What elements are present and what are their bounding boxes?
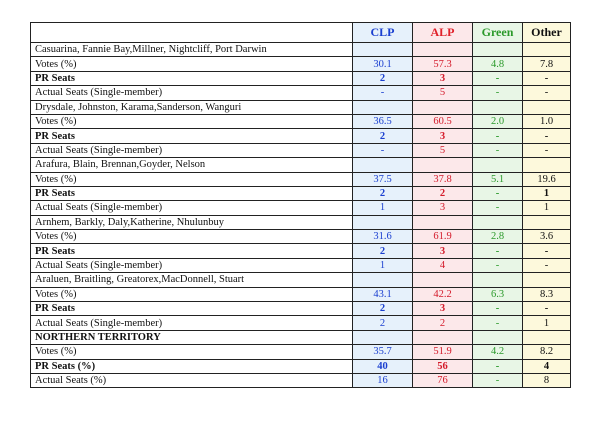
cell-other: - — [523, 302, 571, 316]
cell-green: - — [473, 244, 523, 258]
cell-alp: 3 — [413, 244, 473, 258]
territory-row — [31, 330, 571, 344]
cell-green: 4.8 — [473, 57, 523, 71]
cell-green: - — [473, 71, 523, 85]
cell-green — [473, 330, 523, 344]
cell-green: 4.2 — [473, 345, 523, 359]
cell-alp: 60.5 — [413, 114, 473, 128]
cell-other: 4 — [523, 359, 571, 373]
table-row — [31, 373, 571, 387]
table-row — [31, 129, 571, 143]
table-row — [31, 143, 571, 157]
cell-green — [473, 273, 523, 287]
row-label: Votes (%) — [31, 57, 353, 71]
cell-other: - — [523, 244, 571, 258]
region-row — [31, 215, 571, 229]
header-green: Green — [473, 23, 523, 43]
cell-other: 3.6 — [523, 230, 571, 244]
row-label: PR Seats (%) — [31, 359, 353, 373]
cell-alp: 57.3 — [413, 57, 473, 71]
cell-clp: 31.6 — [353, 230, 413, 244]
row-label: Votes (%) — [31, 345, 353, 359]
row-label: Drysdale, Johnston, Karama,Sanderson, Wanguri — [31, 100, 353, 114]
cell-other: 1 — [523, 186, 571, 200]
cell-alp: 3 — [413, 302, 473, 316]
cell-other — [523, 100, 571, 114]
row-label: PR Seats — [31, 129, 353, 143]
table-row — [31, 57, 571, 71]
table-row — [31, 172, 571, 186]
cell-other: - — [523, 86, 571, 100]
cell-green: - — [473, 373, 523, 387]
cell-alp: 5 — [413, 143, 473, 157]
cell-clp: 2 — [353, 129, 413, 143]
cell-other: 8.3 — [523, 287, 571, 301]
cell-alp: 3 — [413, 201, 473, 215]
cell-green: - — [473, 359, 523, 373]
cell-green: 2.0 — [473, 114, 523, 128]
cell-green: - — [473, 129, 523, 143]
cell-other: - — [523, 143, 571, 157]
row-label: Votes (%) — [31, 172, 353, 186]
cell-clp: 2 — [353, 71, 413, 85]
cell-alp: 2 — [413, 316, 473, 330]
row-label: Actual Seats (Single-member) — [31, 143, 353, 157]
cell-green — [473, 43, 523, 57]
cell-alp — [413, 43, 473, 57]
table-row — [31, 287, 571, 301]
cell-green: 6.3 — [473, 287, 523, 301]
region-row — [31, 273, 571, 287]
cell-green — [473, 158, 523, 172]
cell-other: - — [523, 71, 571, 85]
table-row — [31, 345, 571, 359]
cell-clp: 2 — [353, 302, 413, 316]
table-row — [31, 302, 571, 316]
results-body — [31, 43, 571, 388]
cell-other: 8 — [523, 373, 571, 387]
row-label: PR Seats — [31, 302, 353, 316]
cell-green: - — [473, 201, 523, 215]
cell-clp: - — [353, 86, 413, 100]
cell-green: - — [473, 86, 523, 100]
row-label: NORTHERN TERRITORY — [31, 330, 353, 344]
cell-alp — [413, 273, 473, 287]
row-label: Votes (%) — [31, 287, 353, 301]
cell-other — [523, 158, 571, 172]
table-row — [31, 244, 571, 258]
table-row — [31, 86, 571, 100]
row-label: Votes (%) — [31, 114, 353, 128]
cell-other — [523, 43, 571, 57]
cell-clp — [353, 100, 413, 114]
cell-alp — [413, 215, 473, 229]
cell-green: - — [473, 258, 523, 272]
cell-clp: 37.5 — [353, 172, 413, 186]
header-other: Other — [523, 23, 571, 43]
cell-other: 1 — [523, 316, 571, 330]
cell-other — [523, 330, 571, 344]
cell-other: 19.6 — [523, 172, 571, 186]
cell-clp: 2 — [353, 186, 413, 200]
cell-other: - — [523, 129, 571, 143]
header-row — [31, 23, 571, 43]
table-row — [31, 71, 571, 85]
cell-clp: 1 — [353, 258, 413, 272]
cell-clp: 43.1 — [353, 287, 413, 301]
header-alp: ALP — [413, 23, 473, 43]
region-row — [31, 158, 571, 172]
cell-clp — [353, 158, 413, 172]
row-label: Votes (%) — [31, 230, 353, 244]
row-label: Actual Seats (Single-member) — [31, 86, 353, 100]
cell-alp: 51.9 — [413, 345, 473, 359]
table-row — [31, 258, 571, 272]
cell-clp — [353, 43, 413, 57]
cell-other — [523, 273, 571, 287]
row-label: Actual Seats (Single-member) — [31, 258, 353, 272]
cell-alp: 61.9 — [413, 230, 473, 244]
cell-clp — [353, 215, 413, 229]
cell-clp: 2 — [353, 316, 413, 330]
cell-alp: 2 — [413, 186, 473, 200]
cell-alp: 37.8 — [413, 172, 473, 186]
cell-green: - — [473, 143, 523, 157]
table-row — [31, 114, 571, 128]
cell-green — [473, 215, 523, 229]
cell-alp: 56 — [413, 359, 473, 373]
cell-other: 1 — [523, 201, 571, 215]
table-row — [31, 186, 571, 200]
cell-clp: 16 — [353, 373, 413, 387]
cell-other: 7.8 — [523, 57, 571, 71]
cell-clp: 1 — [353, 201, 413, 215]
cell-clp: 2 — [353, 244, 413, 258]
row-label: Arnhem, Barkly, Daly,Katherine, Nhulunbuy — [31, 215, 353, 229]
row-label: PR Seats — [31, 244, 353, 258]
table-row — [31, 230, 571, 244]
cell-green: - — [473, 186, 523, 200]
cell-clp — [353, 330, 413, 344]
cell-clp: 30.1 — [353, 57, 413, 71]
cell-alp: 3 — [413, 71, 473, 85]
header-clp: CLP — [353, 23, 413, 43]
cell-clp — [353, 273, 413, 287]
cell-clp: 36.5 — [353, 114, 413, 128]
cell-green: 5.1 — [473, 172, 523, 186]
cell-alp — [413, 330, 473, 344]
table-row — [31, 359, 571, 373]
cell-green: 2.8 — [473, 230, 523, 244]
row-label: PR Seats — [31, 71, 353, 85]
results-table — [30, 22, 571, 388]
row-label: Casuarina, Fannie Bay,Millner, Nightcliff, Port Darwin — [31, 43, 353, 57]
row-label: Actual Seats (%) — [31, 373, 353, 387]
row-label: PR Seats — [31, 186, 353, 200]
cell-clp: 35.7 — [353, 345, 413, 359]
cell-green — [473, 100, 523, 114]
table-row — [31, 316, 571, 330]
row-label: Araluen, Braitling, Greatorex,MacDonnell, Stuart — [31, 273, 353, 287]
cell-alp — [413, 158, 473, 172]
cell-alp: 42.2 — [413, 287, 473, 301]
cell-alp: 4 — [413, 258, 473, 272]
cell-other — [523, 215, 571, 229]
cell-green: - — [473, 302, 523, 316]
region-row — [31, 43, 571, 57]
cell-other: - — [523, 258, 571, 272]
cell-alp — [413, 100, 473, 114]
cell-alp: 76 — [413, 373, 473, 387]
cell-other: 8.2 — [523, 345, 571, 359]
cell-clp: - — [353, 143, 413, 157]
region-row — [31, 100, 571, 114]
cell-alp: 3 — [413, 129, 473, 143]
cell-alp: 5 — [413, 86, 473, 100]
row-label: Actual Seats (Single-member) — [31, 201, 353, 215]
table-row — [31, 201, 571, 215]
row-label: Arafura, Blain, Brennan,Goyder, Nelson — [31, 158, 353, 172]
cell-clp: 40 — [353, 359, 413, 373]
cell-green: - — [473, 316, 523, 330]
header-blank — [31, 23, 353, 43]
cell-other: 1.0 — [523, 114, 571, 128]
row-label: Actual Seats (Single-member) — [31, 316, 353, 330]
